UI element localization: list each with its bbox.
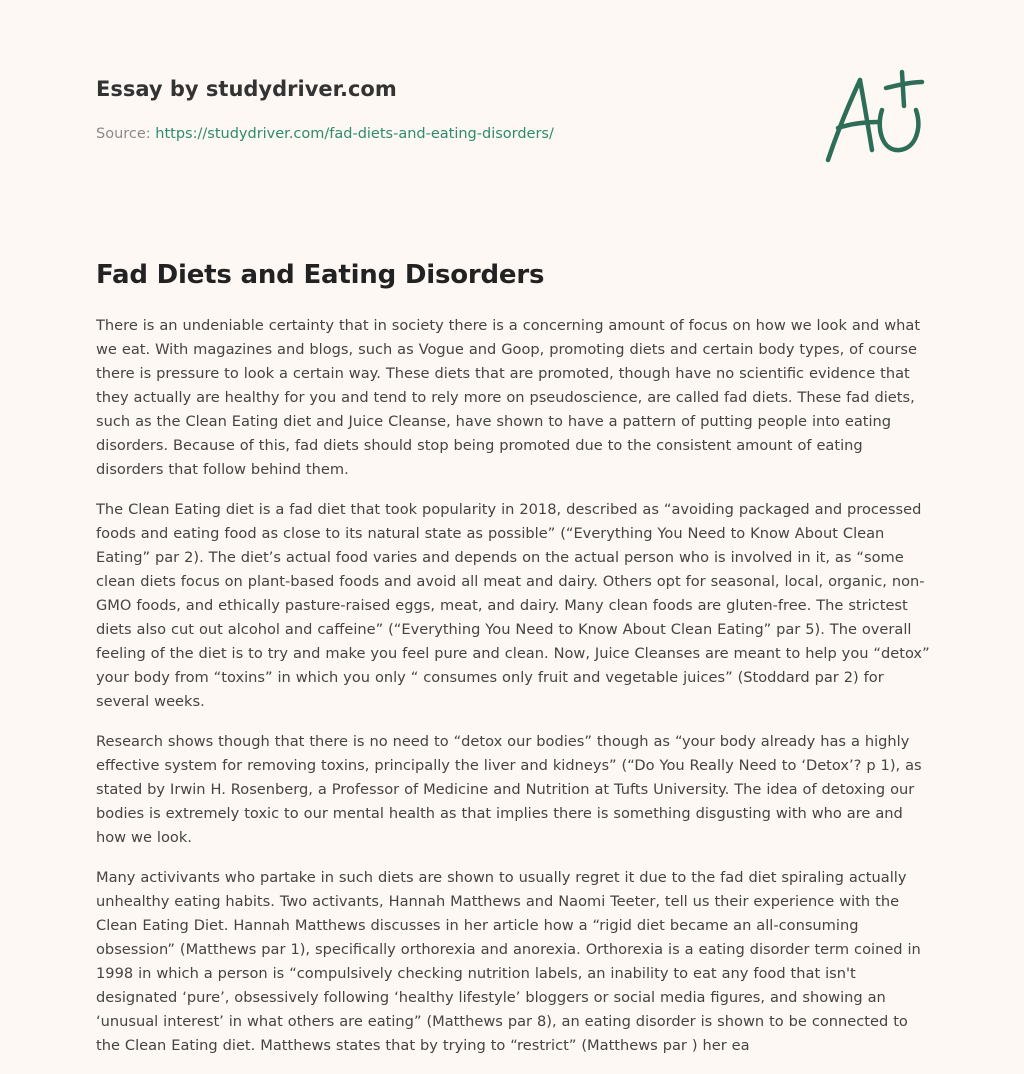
article-paragraph: Many activivants who partake in such diets are shown to usually regret it due to the fad diet spiraling actually unhealthy eating habits. Two activants, Hannah Matthews and Naomi Teeter, tell us their experience with the Clean Eating Diet. Hannah Matthews discusses in her article how a “rigid diet became an all-consuming obsession” (Matthews par 1), specifically orthorexia and anorexia. Orthorexia is a eating disorder term coined in 1998 in which a person is “compulsively checking nutrition labels, an inability to eat any food that isn't designated ‘pure’, obsessively following ‘healthy lifestyle’ bloggers or social media figures, and showing an ‘unusual interest’ in what others are eating” (Matthews par 8), an eating disorder is shown to be connected to the Clean Eating diet. Matthews states that by trying to “restrict” (Matthews par ) her ea — [96, 869, 921, 1054]
article-paragraph: The Clean Eating diet is a fad diet that took popularity in 2018, described as “avoiding packaged and processed foods and eating food as close to its natural state as possible” (“Everything You Need to Know About Clean Eating” par 2). The diet’s actual food varies and depends on the actual person who is involved in it, as “some clean diets focus on plant-based foods and avoid all meat and dairy. Others opt for seasonal, local, organic, non-GMO foods, and ethically pasture-raised eggs, meat, and dairy. Many clean foods are gluten-free. The strictest diets also cut out alcohol and caffeine” (“Everything You Need to Know About Clean Eating” par 5). The overall feeling of the diet is to try and make you feel pure and clean. Now, Juice Cleanses are meant to help you “detox” your body from “toxins” in which you only “ consumes only fruit and vegetable juices” (Stoddard par 2) for several weeks. — [96, 501, 930, 710]
a-plus-logo-icon — [820, 66, 930, 166]
article-title: Fad Diets and Eating Disorders — [96, 260, 545, 290]
essay-by-heading: Essay by studydriver.com — [96, 77, 397, 101]
essay-header — [96, 74, 796, 144]
article-paragraph: Research shows though that there is no need to “detox our bodies” though as “your body already has a highly effective system for removing toxins, principally the liver and kidneys” (“Do You Really Need to ‘Detox’? p 1), as stated by Irwin H. Rosenberg, a Professor of Medicine and Nutrition at Tufts University. The idea of detoxing our bodies is extremely toxic to our mental health as that implies there is something disgusting with who are and how we look. — [96, 733, 922, 846]
article-paragraph: There is an undeniable certainty that in society there is a concerning amount of focus on how we look and what we eat. With magazines and blogs, such as Vogue and Goop, promoting diets and certain body types, of course there is pressure to look a certain way. These diets that are promoted, though have no scientific evidence that they actually are healthy for you and tend to rely more on pseudoscience, are called fad diets. These fad diets, such as the Clean Eating diet and Juice Cleanse, have shown to have a pattern of putting people into eating disorders. Because of this, fad diets should stop being promoted due to the consistent amount of eating disorders that follow behind them. — [96, 317, 921, 478]
source-label: Source: — [96, 126, 151, 142]
source-line — [96, 124, 796, 144]
article-body — [96, 314, 932, 1074]
source-link[interactable]: https://studydriver.com/fad-diets-and-eating-disorders/ — [155, 126, 554, 142]
